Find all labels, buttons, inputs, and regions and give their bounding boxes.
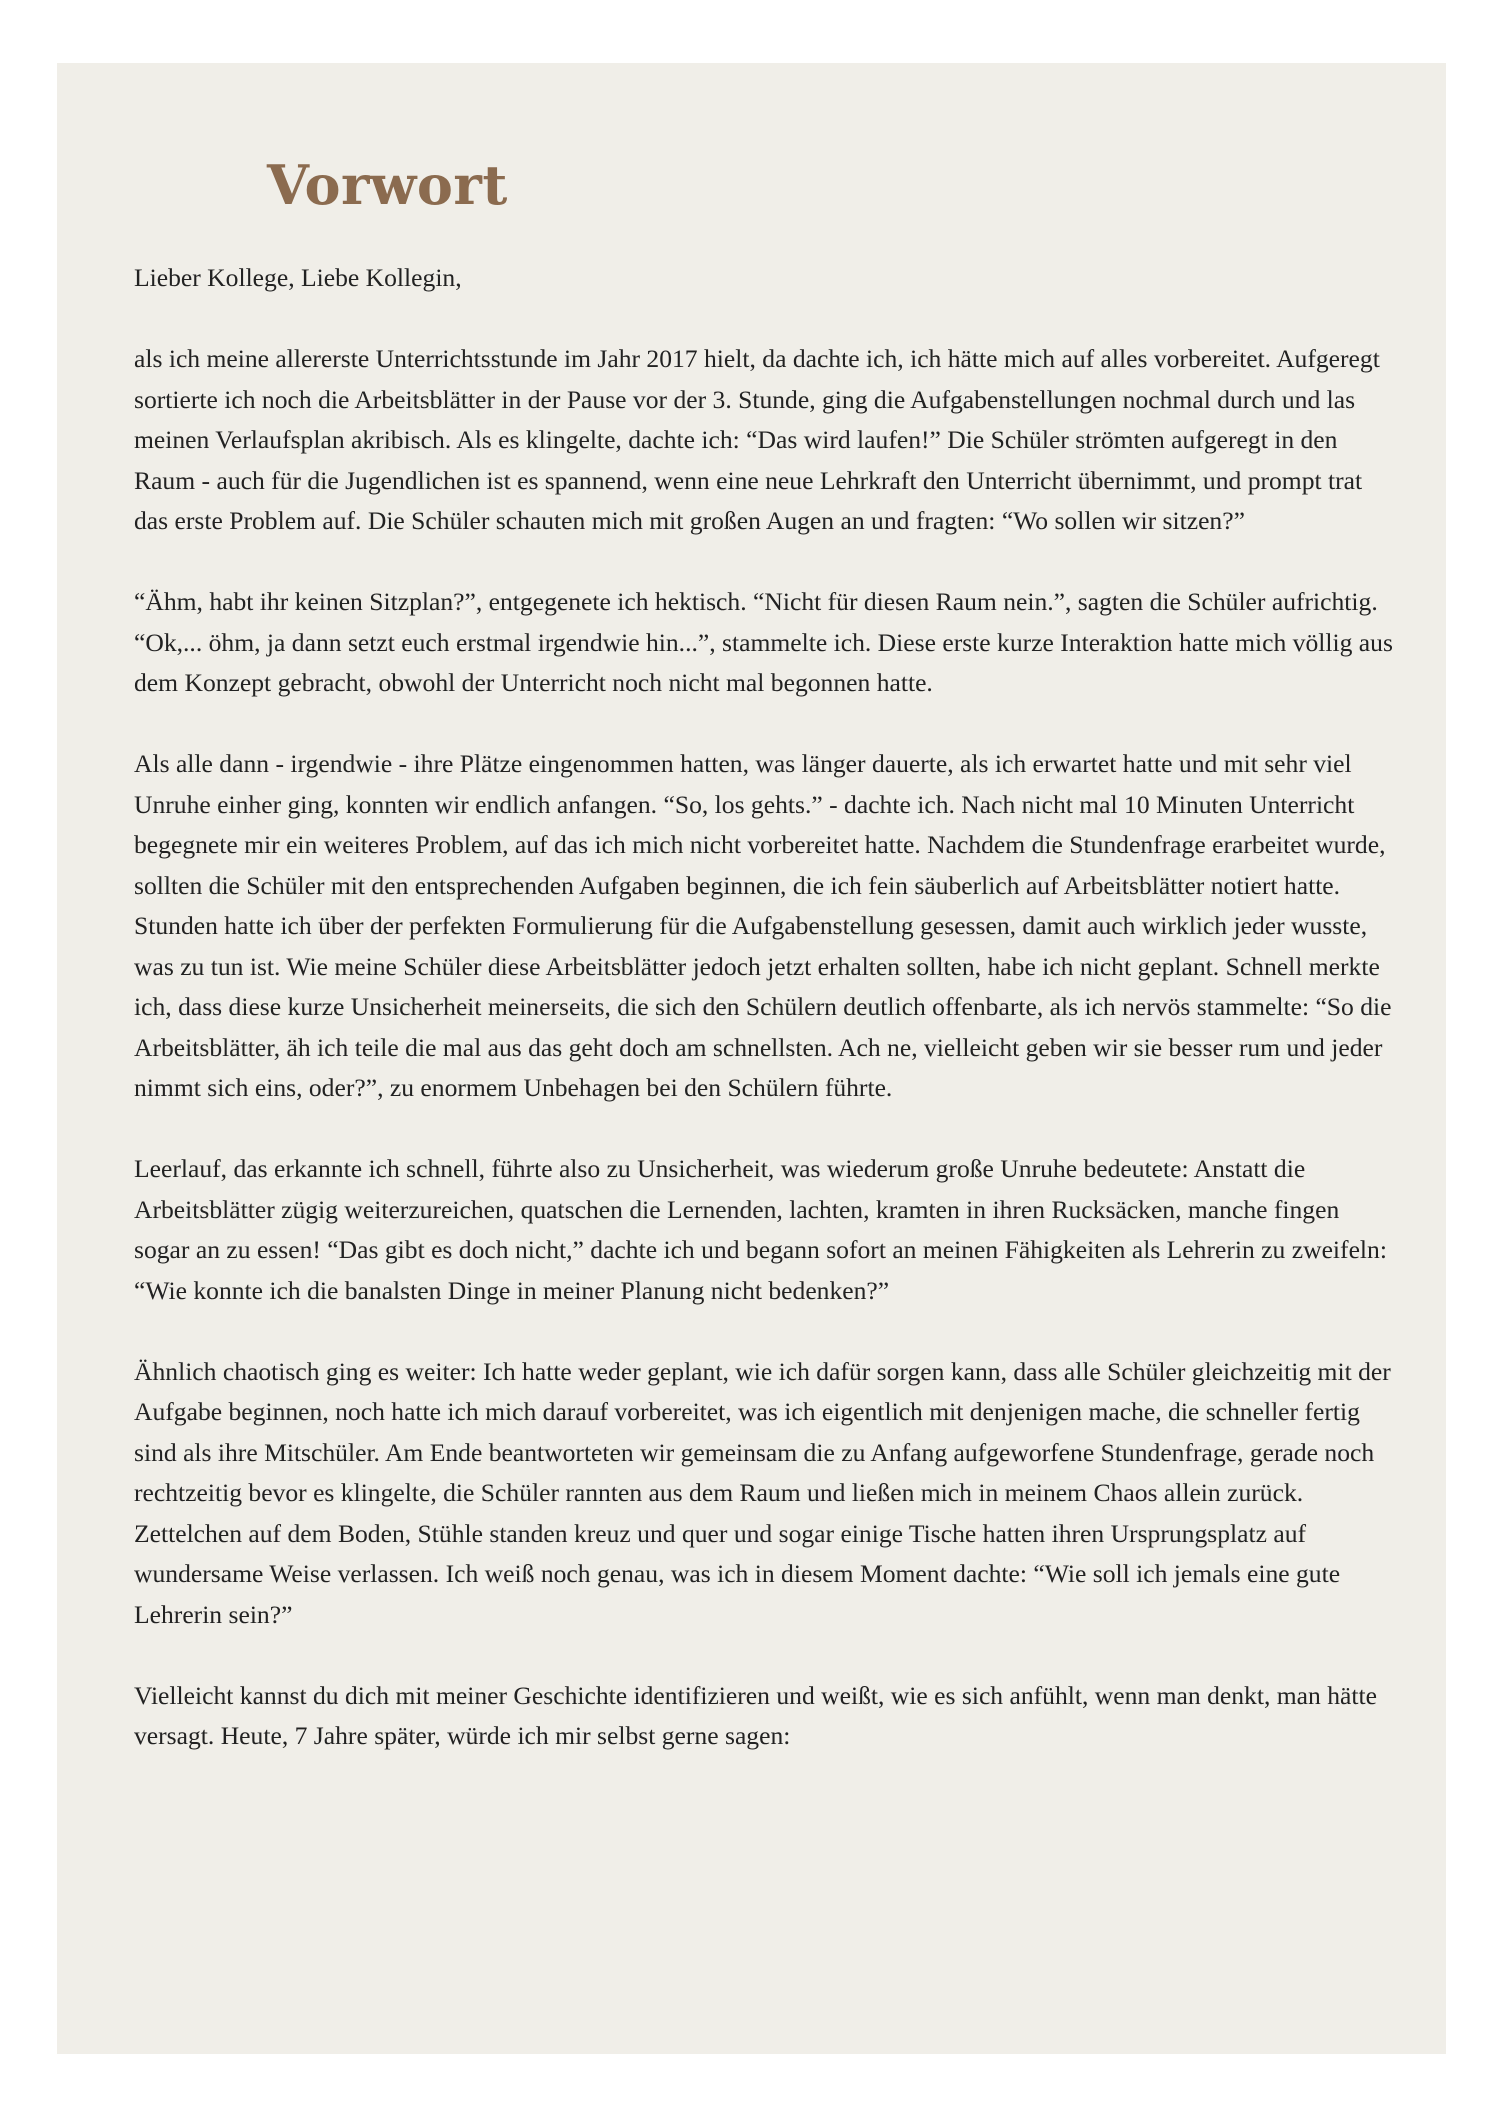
paragraph: “Ähm, habt ihr keinen Sitzplan?”, entgegenete ich hektisch. “Nicht für diesen Raum nein.”, sagten die Schüler aufrichtig. “Ok,... öhm, ja dann setzt euch erstmal irgendwie hin...”, stammelte ich. Diese erste kurze Interaktion hatte mich völlig aus dem Konzept gebracht, obwohl der Unterricht noch nicht mal begonnen hatte. [134,587,1393,697]
paragraph: als ich meine allererste Unterrichtsstunde im Jahr 2017 hielt, da dachte ich, ich hätte mich auf alles vorbereitet. Aufgeregt sortierte ich noch die Arbeitsblätter in der Pause vor der 3. Stunde, ging die Aufgabenstellungen nochmal durch und las meinen Verlaufsplan akribisch. Als es klingelte, dachte ich: “Das wird laufen!” Die Schüler strömten aufgeregt in den Raum - auch für die Jugendlichen ist es spannend, wenn eine neue Lehrkraft den Unterricht übernimmt, und prompt trat das erste Problem auf. Die Schüler schauten mich mit großen Augen an und fragten: “Wo sollen wir sitzen?” [134,344,1380,535]
document-body [134,258,1394,1757]
paragraph: Leerlauf, das erkannte ich schnell, führte also zu Unsicherheit, was wiederum große Unruhe bedeutete: Anstatt die Arbeitsblätter zügig weiterzureichen, quatschen die Lernenden, lachten, kramten in ihren Rucksäcken, manche fingen sogar an zu essen! “Das gibt es doch nicht,” dachte ich und begann sofort an meinen Fähigkeiten als Lehrerin zu zweifeln: “Wie konnte ich die banalsten Dinge in meiner Planung nicht bedenken?” [134,1154,1387,1305]
paragraph: Als alle dann - irgendwie - ihre Plätze eingenommen hatten, was länger dauerte, als ich erwartet hatte und mit sehr viel Unruhe einher ging, konnten wir endlich anfangen. “So, los gehts.” - dachte ich. Nach nicht mal 10 Minuten Unterricht begegnete mir ein weiteres Problem, auf das ich mich nicht vorbereitet hatte. Nachdem die Stundenfrage erarbeitet wurde, sollten die Schüler mit den entsprechenden Aufgaben beginnen, die ich fein säuberlich auf Arbeitsblätter notiert hatte. Stunden hatte ich über der perfekten Formulierung für die Aufgabenstellung gesessen, damit auch wirklich jeder wusste, was zu tun ist. Wie meine Schüler diese Arbeitsblätter jedoch jetzt erhalten sollten, habe ich nicht geplant. Schnell merkte ich, dass diese kurze Unsicherheit meinerseits, die sich den Schülern deutlich offenbarte, als ich nervös stammelte: “So die Arbeitsblätter, äh ich teile die mal aus das geht doch am schnellsten. Ach ne, vielleicht geben wir sie besser rum und jeder nimmt sich eins, oder?”, zu enormem Unbehagen bei den Schülern führte. [134,749,1392,1102]
paragraph: Vielleicht kannst du dich mit meiner Geschichte identifizieren und weißt, wie es sich anfühlt, wenn man denkt, man hätte versagt. Heute, 7 Jahre später, würde ich mir selbst gerne sagen: [134,1680,1377,1750]
paragraph: Lieber Kollege, Liebe Kollegin, [134,263,462,292]
page-title: Vorwort [267,153,508,217]
document-page [57,63,1446,2054]
paragraph: Ähnlich chaotisch ging es weiter: Ich hatte weder geplant, wie ich dafür sorgen kann, dass alle Schüler gleichzeitig mit der Aufgabe beginnen, noch hatte ich mich darauf vorbereitet, was ich eigentlich mit denjenigen mache, die schneller fertig sind als ihre Mitschüler. Am Ende beantworteten wir gemeinsam die zu Anfang aufgeworfene Stundenfrage, gerade noch rechtzeitig bevor es klingelte, die Schüler rannten aus dem Raum und ließen mich in meinem Chaos allein zurück. Zettelchen auf dem Boden, Stühle standen kreuz und quer und sogar einige Tische hatten ihren Ursprungsplatz auf wundersame Weise verlassen. Ich weiß noch genau, was ich in diesem Moment dachte: “Wie soll ich jemals eine gute Lehrerin sein?” [134,1356,1391,1629]
